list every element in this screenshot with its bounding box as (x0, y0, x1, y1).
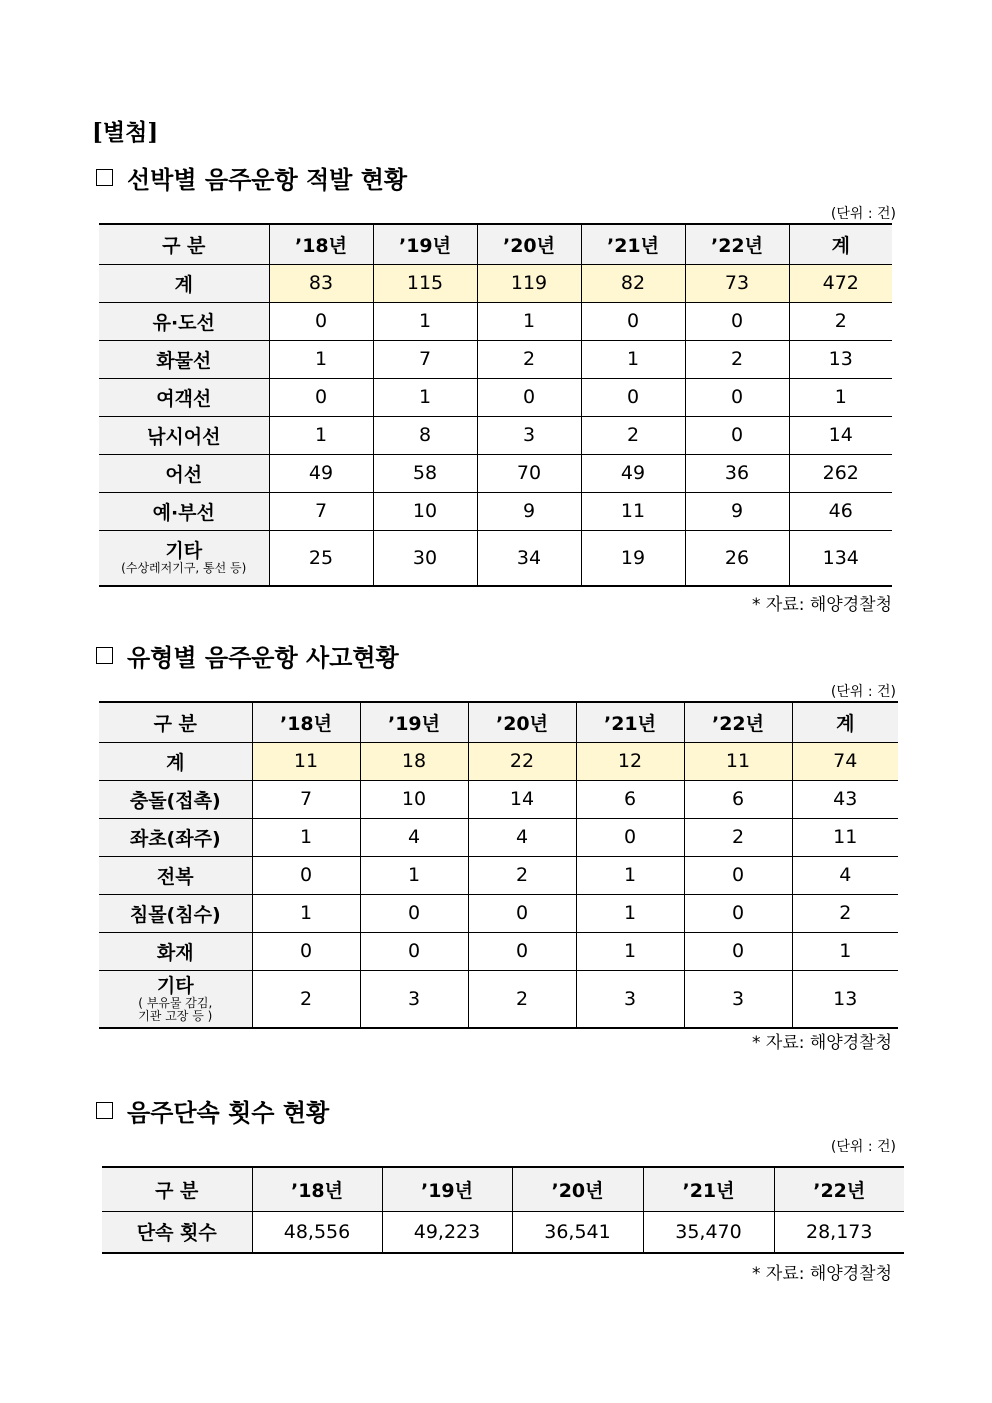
row-label: 어선 (99, 454, 269, 492)
table-cell: 18 (360, 742, 468, 780)
table-cell: 0 (684, 894, 792, 932)
table-cell: 1 (360, 856, 468, 894)
table-cell: 34 (477, 530, 581, 586)
table-row (99, 454, 892, 492)
table-cell: 1 (252, 818, 360, 856)
table-cell: 6 (576, 780, 684, 818)
table-row (99, 894, 898, 932)
table-cell: 0 (581, 378, 685, 416)
table-header-row (99, 224, 892, 264)
row-label: 예·부선 (99, 492, 269, 530)
table-cell: 0 (581, 302, 685, 340)
table-cell: 115 (373, 264, 477, 302)
row-label: 여객선 (99, 378, 269, 416)
checkbox-square-icon (96, 169, 113, 186)
checkbox-square-icon (96, 647, 113, 664)
table-cell: 1 (792, 932, 898, 970)
table-cell: 1 (269, 416, 373, 454)
table-cell: 48,556 (252, 1211, 382, 1253)
table-cell: 28,173 (774, 1211, 904, 1253)
row-label: 계 (99, 742, 252, 780)
table-cell: 83 (269, 264, 373, 302)
table-cell: 1 (252, 894, 360, 932)
table-cell: 25 (269, 530, 373, 586)
section3-table (102, 1166, 904, 1254)
section2-heading (96, 638, 399, 673)
row-label: 유·도선 (99, 302, 269, 340)
table-cell: 2 (477, 340, 581, 378)
table-cell: 0 (269, 302, 373, 340)
table-cell: 0 (685, 378, 789, 416)
table-cell: 4 (468, 818, 576, 856)
row-label: 좌초(좌주) (99, 818, 252, 856)
table-cell: 2 (468, 970, 576, 1028)
section1-source: * 자료: 해양경찰청 (752, 595, 892, 615)
table-header-row (102, 1167, 904, 1211)
table-cell: 1 (576, 856, 684, 894)
row-label (99, 970, 252, 1028)
table-cell: 0 (360, 894, 468, 932)
table-row (99, 856, 898, 894)
table-cell: 2 (252, 970, 360, 1028)
table-cell: 0 (684, 932, 792, 970)
section3-unit: (단위 : 건) (830, 1139, 896, 1155)
table-row (99, 530, 892, 586)
table-cell: 0 (252, 856, 360, 894)
table-cell: 11 (792, 818, 898, 856)
section3-title: 음주단속 횟수 현황 (127, 1099, 330, 1127)
table-cell: 7 (269, 492, 373, 530)
table-cell: 4 (360, 818, 468, 856)
table-cell: 70 (477, 454, 581, 492)
table-cell: 12 (576, 742, 684, 780)
table-cell: 0 (684, 856, 792, 894)
table-cell: 262 (789, 454, 892, 492)
table-cell: 0 (685, 416, 789, 454)
table-cell: 1 (576, 932, 684, 970)
header-cell: ’21년 (643, 1167, 774, 1211)
table-cell: 3 (684, 970, 792, 1028)
table-row (99, 340, 892, 378)
header-cell: ’18년 (269, 224, 373, 264)
table-cell: 3 (477, 416, 581, 454)
header-cell: ’20년 (512, 1167, 643, 1211)
header-cell: ’20년 (468, 702, 576, 742)
section3-heading (96, 1093, 329, 1128)
header-cell: ’18년 (252, 702, 360, 742)
row-label: 계 (99, 264, 269, 302)
attachment-label: [별첨] (92, 119, 159, 146)
table-cell: 11 (684, 742, 792, 780)
table-cell: 0 (468, 932, 576, 970)
row-label: 충돌(접촉) (99, 780, 252, 818)
header-cell: ’19년 (382, 1167, 512, 1211)
table-cell: 0 (576, 818, 684, 856)
table-cell: 10 (360, 780, 468, 818)
table-cell: 30 (373, 530, 477, 586)
header-cell: 계 (792, 702, 898, 742)
section1-heading (96, 160, 407, 195)
header-cell: ’22년 (684, 702, 792, 742)
table-cell: 472 (789, 264, 892, 302)
table-row (99, 780, 898, 818)
table-cell: 74 (792, 742, 898, 780)
table-cell: 49,223 (382, 1211, 512, 1253)
table-cell: 1 (789, 378, 892, 416)
row-label-sub: (수상레저기구, 통선 등) (121, 561, 247, 576)
header-cell: 구 분 (99, 702, 252, 742)
row-label: 화재 (99, 932, 252, 970)
table-cell: 36,541 (512, 1211, 643, 1253)
table-cell: 35,470 (643, 1211, 774, 1253)
table-row (99, 932, 898, 970)
section1-title: 선박별 음주운항 적발 현황 (127, 166, 408, 194)
table-row (99, 818, 898, 856)
table-cell: 1 (269, 340, 373, 378)
table-cell: 58 (373, 454, 477, 492)
table-row-total (99, 742, 898, 780)
table-cell: 8 (373, 416, 477, 454)
section1-unit: (단위 : 건) (830, 206, 896, 222)
table-cell: 1 (477, 302, 581, 340)
table-cell: 7 (373, 340, 477, 378)
table-cell: 9 (477, 492, 581, 530)
table-cell: 11 (581, 492, 685, 530)
row-label: 단속 횟수 (102, 1211, 252, 1253)
table-row (99, 970, 898, 1028)
header-cell: ’20년 (477, 224, 581, 264)
header-cell: 구 분 (99, 224, 269, 264)
table-cell: 2 (468, 856, 576, 894)
table-cell: 0 (252, 932, 360, 970)
table-row (99, 378, 892, 416)
section2-unit: (단위 : 건) (830, 684, 896, 700)
header-cell: ’22년 (774, 1167, 904, 1211)
table-cell: 46 (789, 492, 892, 530)
table-cell: 2 (792, 894, 898, 932)
table-cell: 22 (468, 742, 576, 780)
table-cell: 0 (269, 378, 373, 416)
section3-source: * 자료: 해양경찰청 (752, 1264, 892, 1284)
header-cell: ’19년 (373, 224, 477, 264)
table-cell: 36 (685, 454, 789, 492)
table-cell: 11 (252, 742, 360, 780)
table-cell: 82 (581, 264, 685, 302)
table-cell: 0 (685, 302, 789, 340)
row-label: 낚시어선 (99, 416, 269, 454)
table-cell: 10 (373, 492, 477, 530)
row-label: 화물선 (99, 340, 269, 378)
table-cell: 7 (252, 780, 360, 818)
row-label-sub: ( 부유물 감김, (138, 995, 213, 1010)
table-cell: 3 (360, 970, 468, 1028)
table-cell: 13 (789, 340, 892, 378)
table-cell: 14 (468, 780, 576, 818)
section1-table (99, 223, 892, 587)
header-cell: 계 (789, 224, 892, 264)
table-cell: 9 (685, 492, 789, 530)
row-label (99, 530, 269, 586)
checkbox-square-icon (96, 1102, 113, 1119)
table-cell: 2 (685, 340, 789, 378)
table-cell: 2 (789, 302, 892, 340)
section2-table (99, 701, 898, 1029)
table-cell: 3 (576, 970, 684, 1028)
table-header-row (99, 702, 898, 742)
table-cell: 49 (581, 454, 685, 492)
row-label-main: 기타 (165, 540, 203, 563)
header-cell: ’19년 (360, 702, 468, 742)
table-cell: 1 (576, 894, 684, 932)
section2-title: 유형별 음주운항 사고현황 (127, 644, 399, 672)
table-cell: 1 (373, 302, 477, 340)
table-row (99, 302, 892, 340)
table-cell: 4 (792, 856, 898, 894)
table-cell: 43 (792, 780, 898, 818)
table-row (102, 1211, 904, 1253)
table-row (99, 492, 892, 530)
table-cell: 73 (685, 264, 789, 302)
section2-source: * 자료: 해양경찰청 (752, 1033, 892, 1053)
table-cell: 49 (269, 454, 373, 492)
table-cell: 6 (684, 780, 792, 818)
header-cell: ’18년 (252, 1167, 382, 1211)
table-cell: 134 (789, 530, 892, 586)
table-row (99, 416, 892, 454)
table-cell: 14 (789, 416, 892, 454)
row-label-sub: 기관 고장 등 ) (138, 1008, 213, 1023)
header-cell: ’21년 (581, 224, 685, 264)
table-cell: 119 (477, 264, 581, 302)
table-cell: 0 (477, 378, 581, 416)
row-label: 전복 (99, 856, 252, 894)
header-cell: 구 분 (102, 1167, 252, 1211)
table-cell: 1 (373, 378, 477, 416)
table-cell: 0 (468, 894, 576, 932)
table-cell: 13 (792, 970, 898, 1028)
table-cell: 19 (581, 530, 685, 586)
table-cell: 2 (684, 818, 792, 856)
table-cell: 26 (685, 530, 789, 586)
table-row-total (99, 264, 892, 302)
table-cell: 1 (581, 340, 685, 378)
row-label: 침몰(침수) (99, 894, 252, 932)
header-cell: ’22년 (685, 224, 789, 264)
row-label-main: 기타 (156, 974, 194, 997)
table-cell: 0 (360, 932, 468, 970)
header-cell: ’21년 (576, 702, 684, 742)
table-cell: 2 (581, 416, 685, 454)
